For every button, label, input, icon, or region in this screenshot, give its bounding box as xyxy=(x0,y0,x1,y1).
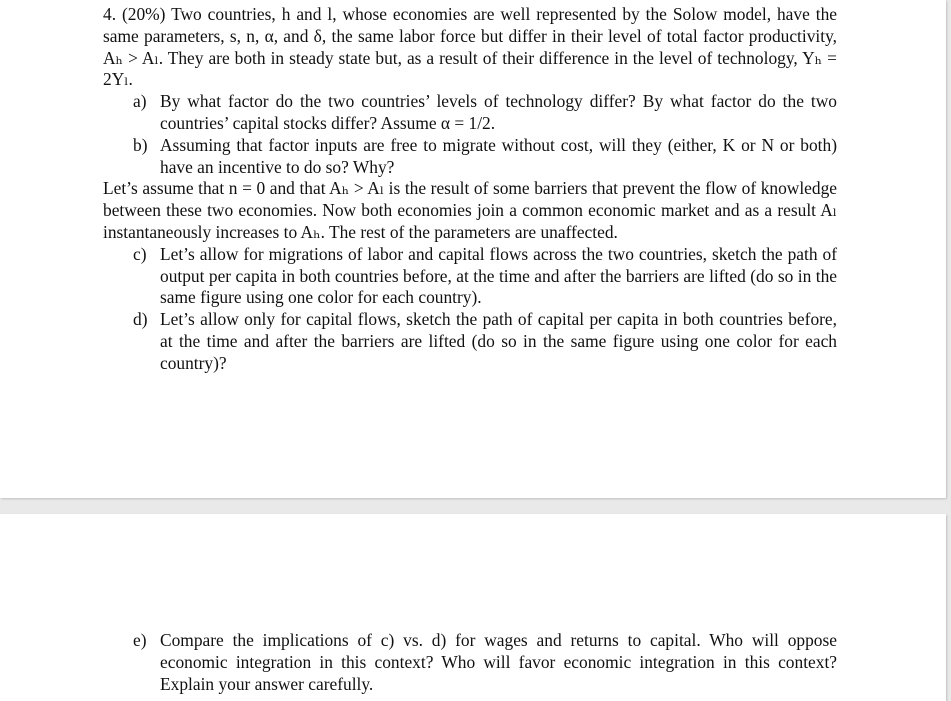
question-middle-paragraph: Let’s assume that n = 0 and that Aₕ > Aₗ is the result of some barriers that prevent the flow of knowledge between these two economies. Now both economies join a common economic market and as a result Aₗ instantaneously increases to Aₕ. The rest of the parameters are unaffected. xyxy=(103,178,837,242)
item-text-a: By what factor do the two countries’ levels of technology differ? By what factor do the two countries’ capital stocks differ? Assume α = 1/2. xyxy=(160,91,837,133)
list-item-c xyxy=(103,244,837,309)
item-label-c: c) xyxy=(133,243,147,264)
question-4-continued xyxy=(103,630,837,695)
document-page-2 xyxy=(0,514,946,701)
item-label-a: a) xyxy=(133,91,147,112)
item-text-d: Let’s allow only for capital flows, sketch the path of capital per capita in both countries before, at the time and after the barriers are lifted (do so in the same figure using one color for each country)? xyxy=(160,309,837,373)
item-text-b: Assuming that factor inputs are free to migrate without cost, will they (either, K or N or both) have an incentive to do so? Why? xyxy=(160,134,837,177)
list-item-a xyxy=(103,91,837,135)
item-label-d: d) xyxy=(133,309,148,330)
list-item-e xyxy=(103,630,837,695)
item-label-b: b) xyxy=(133,134,148,155)
list-item-d xyxy=(103,309,837,374)
list-item-b xyxy=(103,135,837,179)
question-intro: 4. (20%) Two countries, h and l, whose economies are well represented by the Solow model, have the same parameters, s, n, α, and δ, the same labor force but differ in their level of total factor productivity, Aₕ > Aₗ. They are both in steady state but, as a result of their difference in the level of technology, Yₕ = 2Yₗ. xyxy=(103,4,837,90)
item-text-e: Compare the implications of c) vs. d) for wages and returns to capital. Who will oppose economic integration in this context? Who will favor economic integration in this context? Explain your answer carefully. xyxy=(160,630,837,694)
question-4-body xyxy=(103,4,837,375)
item-label-e: e) xyxy=(133,630,147,650)
item-text-c: Let’s allow for migrations of labor and capital flows across the two countries, sketch the path of output per capita in both countries before, at the time and after the barriers are lifted (do so in the same figure using one color for each country). xyxy=(160,243,837,308)
